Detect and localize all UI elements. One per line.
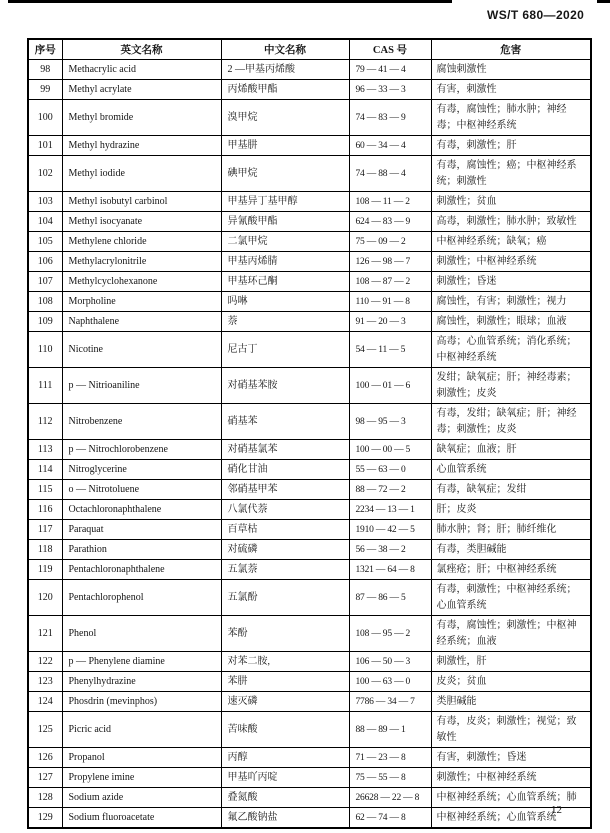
cell-index: 111 xyxy=(28,368,62,404)
cell-cas-number: 108 — 95 — 2 xyxy=(349,616,431,652)
cell-english-name: Sodium fluoroacetate xyxy=(62,808,221,829)
table-row xyxy=(28,768,591,788)
cell-english-name: Methylacrylonitrile xyxy=(62,252,221,272)
table-row xyxy=(28,332,591,368)
cell-index: 127 xyxy=(28,768,62,788)
cell-index: 109 xyxy=(28,312,62,332)
cell-cas-number: 126 — 98 — 7 xyxy=(349,252,431,272)
col-header-english-name: 英文名称 xyxy=(62,39,221,60)
col-header-chinese-name: 中文名称 xyxy=(221,39,349,60)
cell-english-name: Methyl bromide xyxy=(62,100,221,136)
cell-english-name: Parathion xyxy=(62,540,221,560)
cell-index: 128 xyxy=(28,788,62,808)
cell-cas-number: 88 — 89 — 1 xyxy=(349,712,431,748)
cell-cas-number: 26628 — 22 — 8 xyxy=(349,788,431,808)
table-row xyxy=(28,712,591,748)
cell-hazard: 有毒，腐蚀性；癌；中枢神经系统；刺激性 xyxy=(431,156,591,192)
cell-hazard: 刺激性；中枢神经系统 xyxy=(431,768,591,788)
cell-index: 108 xyxy=(28,292,62,312)
cell-cas-number: 624 — 83 — 9 xyxy=(349,212,431,232)
cell-english-name: Octachloronaphthalene xyxy=(62,500,221,520)
cell-english-name: Picric acid xyxy=(62,712,221,748)
table-row xyxy=(28,540,591,560)
cell-index: 106 xyxy=(28,252,62,272)
cell-hazard: 肝；皮炎 xyxy=(431,500,591,520)
cell-index: 105 xyxy=(28,232,62,252)
cell-index: 120 xyxy=(28,580,62,616)
table-row xyxy=(28,480,591,500)
cell-hazard: 腐蚀性，刺激性；眼球；血液 xyxy=(431,312,591,332)
cell-index: 124 xyxy=(28,692,62,712)
col-header-index: 序号 xyxy=(28,39,62,60)
cell-cas-number: 60 — 34 — 4 xyxy=(349,136,431,156)
cell-index: 102 xyxy=(28,156,62,192)
cell-cas-number: 74 — 88 — 4 xyxy=(349,156,431,192)
table-row xyxy=(28,232,591,252)
cell-chinese-name: 2 —甲基丙烯酸 xyxy=(221,60,349,80)
cell-hazard: 发绀；缺氧症；肝；神经毒素；刺激性；皮炎 xyxy=(431,368,591,404)
cell-index: 110 xyxy=(28,332,62,368)
cell-cas-number: 75 — 09 — 2 xyxy=(349,232,431,252)
table-row xyxy=(28,192,591,212)
cell-hazard: 有毒，刺激性；肝 xyxy=(431,136,591,156)
cell-hazard: 皮炎；贫血 xyxy=(431,672,591,692)
cell-hazard: 有毒，皮炎；刺激性；视觉；致敏性 xyxy=(431,712,591,748)
cell-hazard: 刺激性；昏迷 xyxy=(431,272,591,292)
doc-number: WS/T 680—2020 xyxy=(487,8,585,22)
cell-chinese-name: 对苯二胺, xyxy=(221,652,349,672)
table-row xyxy=(28,80,591,100)
cell-chinese-name: 五氯酚 xyxy=(221,580,349,616)
cell-cas-number: 88 — 72 — 2 xyxy=(349,480,431,500)
cell-index: 98 xyxy=(28,60,62,80)
cell-hazard: 有害，刺激性 xyxy=(431,80,591,100)
cell-index: 104 xyxy=(28,212,62,232)
cell-hazard: 刺激性，肝 xyxy=(431,652,591,672)
table-row xyxy=(28,100,591,136)
cell-chinese-name: 甲基环己酮 xyxy=(221,272,349,292)
cell-english-name: Phenol xyxy=(62,616,221,652)
cell-hazard: 有毒，刺激性；中枢神经系统；心血管系统 xyxy=(431,580,591,616)
table-row xyxy=(28,520,591,540)
cell-chinese-name: 氟乙酸钠盐 xyxy=(221,808,349,829)
cell-chinese-name: 萘 xyxy=(221,312,349,332)
cell-english-name: Phenylhydrazine xyxy=(62,672,221,692)
cell-hazard: 肺水肿；肾；肝；肺纤维化 xyxy=(431,520,591,540)
cell-english-name: Nicotine xyxy=(62,332,221,368)
cell-chinese-name: 甲基吖丙啶 xyxy=(221,768,349,788)
table-row xyxy=(28,808,591,829)
cell-index: 119 xyxy=(28,560,62,580)
cell-index: 126 xyxy=(28,748,62,768)
cell-chinese-name: 吗啉 xyxy=(221,292,349,312)
cell-english-name: Methylcyclohexanone xyxy=(62,272,221,292)
cell-hazard: 有毒，发绀；缺氧症；肝；神经毒；刺激性；皮炎 xyxy=(431,404,591,440)
cell-cas-number: 79 — 41 — 4 xyxy=(349,60,431,80)
cell-hazard: 类胆碱能 xyxy=(431,692,591,712)
cell-chinese-name: 甲基肼 xyxy=(221,136,349,156)
table-row xyxy=(28,368,591,404)
cell-chinese-name: 百草枯 xyxy=(221,520,349,540)
table-row xyxy=(28,252,591,272)
col-header-hazard: 危害 xyxy=(431,39,591,60)
cell-cas-number: 108 — 87 — 2 xyxy=(349,272,431,292)
cell-hazard: 有毒，缺氧症；发绀 xyxy=(431,480,591,500)
cell-chinese-name: 对硝基苯胺 xyxy=(221,368,349,404)
table-row xyxy=(28,616,591,652)
cell-cas-number: 7786 — 34 — 7 xyxy=(349,692,431,712)
cell-chinese-name: 八氯代萘 xyxy=(221,500,349,520)
cell-cas-number: 100 — 63 — 0 xyxy=(349,672,431,692)
cell-english-name: Paraquat xyxy=(62,520,221,540)
cell-cas-number: 100 — 00 — 5 xyxy=(349,440,431,460)
table-row xyxy=(28,60,591,80)
cell-chinese-name: 溴甲烷 xyxy=(221,100,349,136)
cell-english-name: Propanol xyxy=(62,748,221,768)
page-number: 12 xyxy=(551,804,562,816)
cell-hazard: 心血管系统 xyxy=(431,460,591,480)
cell-english-name: Propylene imine xyxy=(62,768,221,788)
cell-english-name: Nitrobenzene xyxy=(62,404,221,440)
cell-chinese-name: 苯酚 xyxy=(221,616,349,652)
cell-english-name: p — Nitrochlorobenzene xyxy=(62,440,221,460)
cell-cas-number: 98 — 95 — 3 xyxy=(349,404,431,440)
col-header-cas-number: CAS 号 xyxy=(349,39,431,60)
cell-chinese-name: 硝基苯 xyxy=(221,404,349,440)
cell-cas-number: 108 — 11 — 2 xyxy=(349,192,431,212)
cell-index: 125 xyxy=(28,712,62,748)
cell-index: 100 xyxy=(28,100,62,136)
cell-english-name: Methyl hydrazine xyxy=(62,136,221,156)
table-row xyxy=(28,672,591,692)
hazard-substance-table xyxy=(27,38,592,829)
cell-chinese-name: 邻硝基甲苯 xyxy=(221,480,349,500)
cell-index: 117 xyxy=(28,520,62,540)
cell-chinese-name: 尼古丁 xyxy=(221,332,349,368)
cell-index: 115 xyxy=(28,480,62,500)
cell-chinese-name: 碘甲烷 xyxy=(221,156,349,192)
cell-cas-number: 56 — 38 — 2 xyxy=(349,540,431,560)
cell-hazard: 中枢神经系统；心血管系统 xyxy=(431,808,591,829)
cell-index: 114 xyxy=(28,460,62,480)
cell-hazard: 高毒；心血管系统；消化系统；中枢神经系统 xyxy=(431,332,591,368)
cell-chinese-name: 叠氮酸 xyxy=(221,788,349,808)
cell-chinese-name: 硝化甘油 xyxy=(221,460,349,480)
cell-cas-number: 1910 — 42 — 5 xyxy=(349,520,431,540)
cell-index: 112 xyxy=(28,404,62,440)
cell-cas-number: 91 — 20 — 3 xyxy=(349,312,431,332)
cell-cas-number: 74 — 83 — 9 xyxy=(349,100,431,136)
cell-index: 122 xyxy=(28,652,62,672)
scan-artifact-top-edge xyxy=(8,0,452,3)
cell-chinese-name: 五氯萘 xyxy=(221,560,349,580)
cell-index: 129 xyxy=(28,808,62,829)
cell-index: 116 xyxy=(28,500,62,520)
cell-hazard: 有害，刺激性；昏迷 xyxy=(431,748,591,768)
cell-chinese-name: 异氰酸甲酯 xyxy=(221,212,349,232)
cell-english-name: Morpholine xyxy=(62,292,221,312)
table-row xyxy=(28,212,591,232)
cell-index: 113 xyxy=(28,440,62,460)
cell-index: 107 xyxy=(28,272,62,292)
cell-chinese-name: 丙烯酸甲酯 xyxy=(221,80,349,100)
cell-hazard: 中枢神经系统；心血管系统；肺 xyxy=(431,788,591,808)
cell-chinese-name: 苯肼 xyxy=(221,672,349,692)
table-row xyxy=(28,788,591,808)
cell-cas-number: 96 — 33 — 3 xyxy=(349,80,431,100)
cell-chinese-name: 二氯甲烷 xyxy=(221,232,349,252)
table-row xyxy=(28,312,591,332)
cell-english-name: p — Phenylene diamine xyxy=(62,652,221,672)
cell-english-name: Methylene chloride xyxy=(62,232,221,252)
cell-hazard: 有毒，腐蚀性；肺水肿；神经毒；中枢神经系统 xyxy=(431,100,591,136)
cell-index: 118 xyxy=(28,540,62,560)
cell-cas-number: 1321 — 64 — 8 xyxy=(349,560,431,580)
cell-english-name: o — Nitrotoluene xyxy=(62,480,221,500)
cell-index: 123 xyxy=(28,672,62,692)
cell-cas-number: 55 — 63 — 0 xyxy=(349,460,431,480)
cell-chinese-name: 对硝基氯苯 xyxy=(221,440,349,460)
cell-cas-number: 110 — 91 — 8 xyxy=(349,292,431,312)
cell-cas-number: 71 — 23 — 8 xyxy=(349,748,431,768)
table-row xyxy=(28,560,591,580)
table-row xyxy=(28,440,591,460)
table-header-row xyxy=(28,39,591,60)
cell-english-name: Methacrylic acid xyxy=(62,60,221,80)
cell-cas-number: 54 — 11 — 5 xyxy=(349,332,431,368)
cell-hazard: 高毒，刺激性；肺水肿；致敏性 xyxy=(431,212,591,232)
cell-chinese-name: 对硫磷 xyxy=(221,540,349,560)
table-row xyxy=(28,748,591,768)
table-row xyxy=(28,292,591,312)
cell-hazard: 中枢神经系统；缺氧；癌 xyxy=(431,232,591,252)
cell-index: 101 xyxy=(28,136,62,156)
cell-english-name: Nitroglycerine xyxy=(62,460,221,480)
cell-chinese-name: 速灭磷 xyxy=(221,692,349,712)
cell-chinese-name: 甲基异丁基甲醇 xyxy=(221,192,349,212)
table-row xyxy=(28,156,591,192)
table-body xyxy=(28,60,591,829)
cell-chinese-name: 丙醇 xyxy=(221,748,349,768)
table-row xyxy=(28,404,591,440)
cell-english-name: Phosdrin (mevinphos) xyxy=(62,692,221,712)
table-row xyxy=(28,500,591,520)
cell-hazard: 缺氧症；血液；肝 xyxy=(431,440,591,460)
scan-artifact-top-right-corner xyxy=(597,0,610,3)
cell-english-name: p — Nitrioaniline xyxy=(62,368,221,404)
cell-chinese-name: 甲基丙烯腈 xyxy=(221,252,349,272)
table-row xyxy=(28,652,591,672)
cell-english-name: Sodium azide xyxy=(62,788,221,808)
cell-english-name: Methyl acrylate xyxy=(62,80,221,100)
cell-cas-number: 2234 — 13 — 1 xyxy=(349,500,431,520)
cell-english-name: Naphthalene xyxy=(62,312,221,332)
cell-index: 99 xyxy=(28,80,62,100)
table-row xyxy=(28,580,591,616)
cell-index: 103 xyxy=(28,192,62,212)
cell-hazard: 有毒，类胆碱能 xyxy=(431,540,591,560)
cell-english-name: Pentachlorophenol xyxy=(62,580,221,616)
table-row xyxy=(28,692,591,712)
table-row xyxy=(28,272,591,292)
cell-cas-number: 62 — 74 — 8 xyxy=(349,808,431,829)
cell-chinese-name: 苦味酸 xyxy=(221,712,349,748)
cell-english-name: Methyl iodide xyxy=(62,156,221,192)
cell-hazard: 有毒，腐蚀性；刺激性；中枢神经系统；血液 xyxy=(431,616,591,652)
cell-english-name: Pentachloronaphthalene xyxy=(62,560,221,580)
cell-english-name: Methyl isocyanate xyxy=(62,212,221,232)
cell-english-name: Methyl isobutyl carbinol xyxy=(62,192,221,212)
cell-hazard: 刺激性；中枢神经系统 xyxy=(431,252,591,272)
cell-hazard: 腐蚀性，有害；刺激性；视力 xyxy=(431,292,591,312)
cell-index: 121 xyxy=(28,616,62,652)
cell-cas-number: 87 — 86 — 5 xyxy=(349,580,431,616)
table-row xyxy=(28,460,591,480)
cell-hazard: 氯痤疮；肝；中枢神经系统 xyxy=(431,560,591,580)
cell-cas-number: 75 — 55 — 8 xyxy=(349,768,431,788)
cell-cas-number: 106 — 50 — 3 xyxy=(349,652,431,672)
cell-hazard: 腐蚀刺激性 xyxy=(431,60,591,80)
table-row xyxy=(28,136,591,156)
cell-cas-number: 100 — 01 — 6 xyxy=(349,368,431,404)
table-header xyxy=(28,39,591,60)
cell-hazard: 刺激性；贫血 xyxy=(431,192,591,212)
